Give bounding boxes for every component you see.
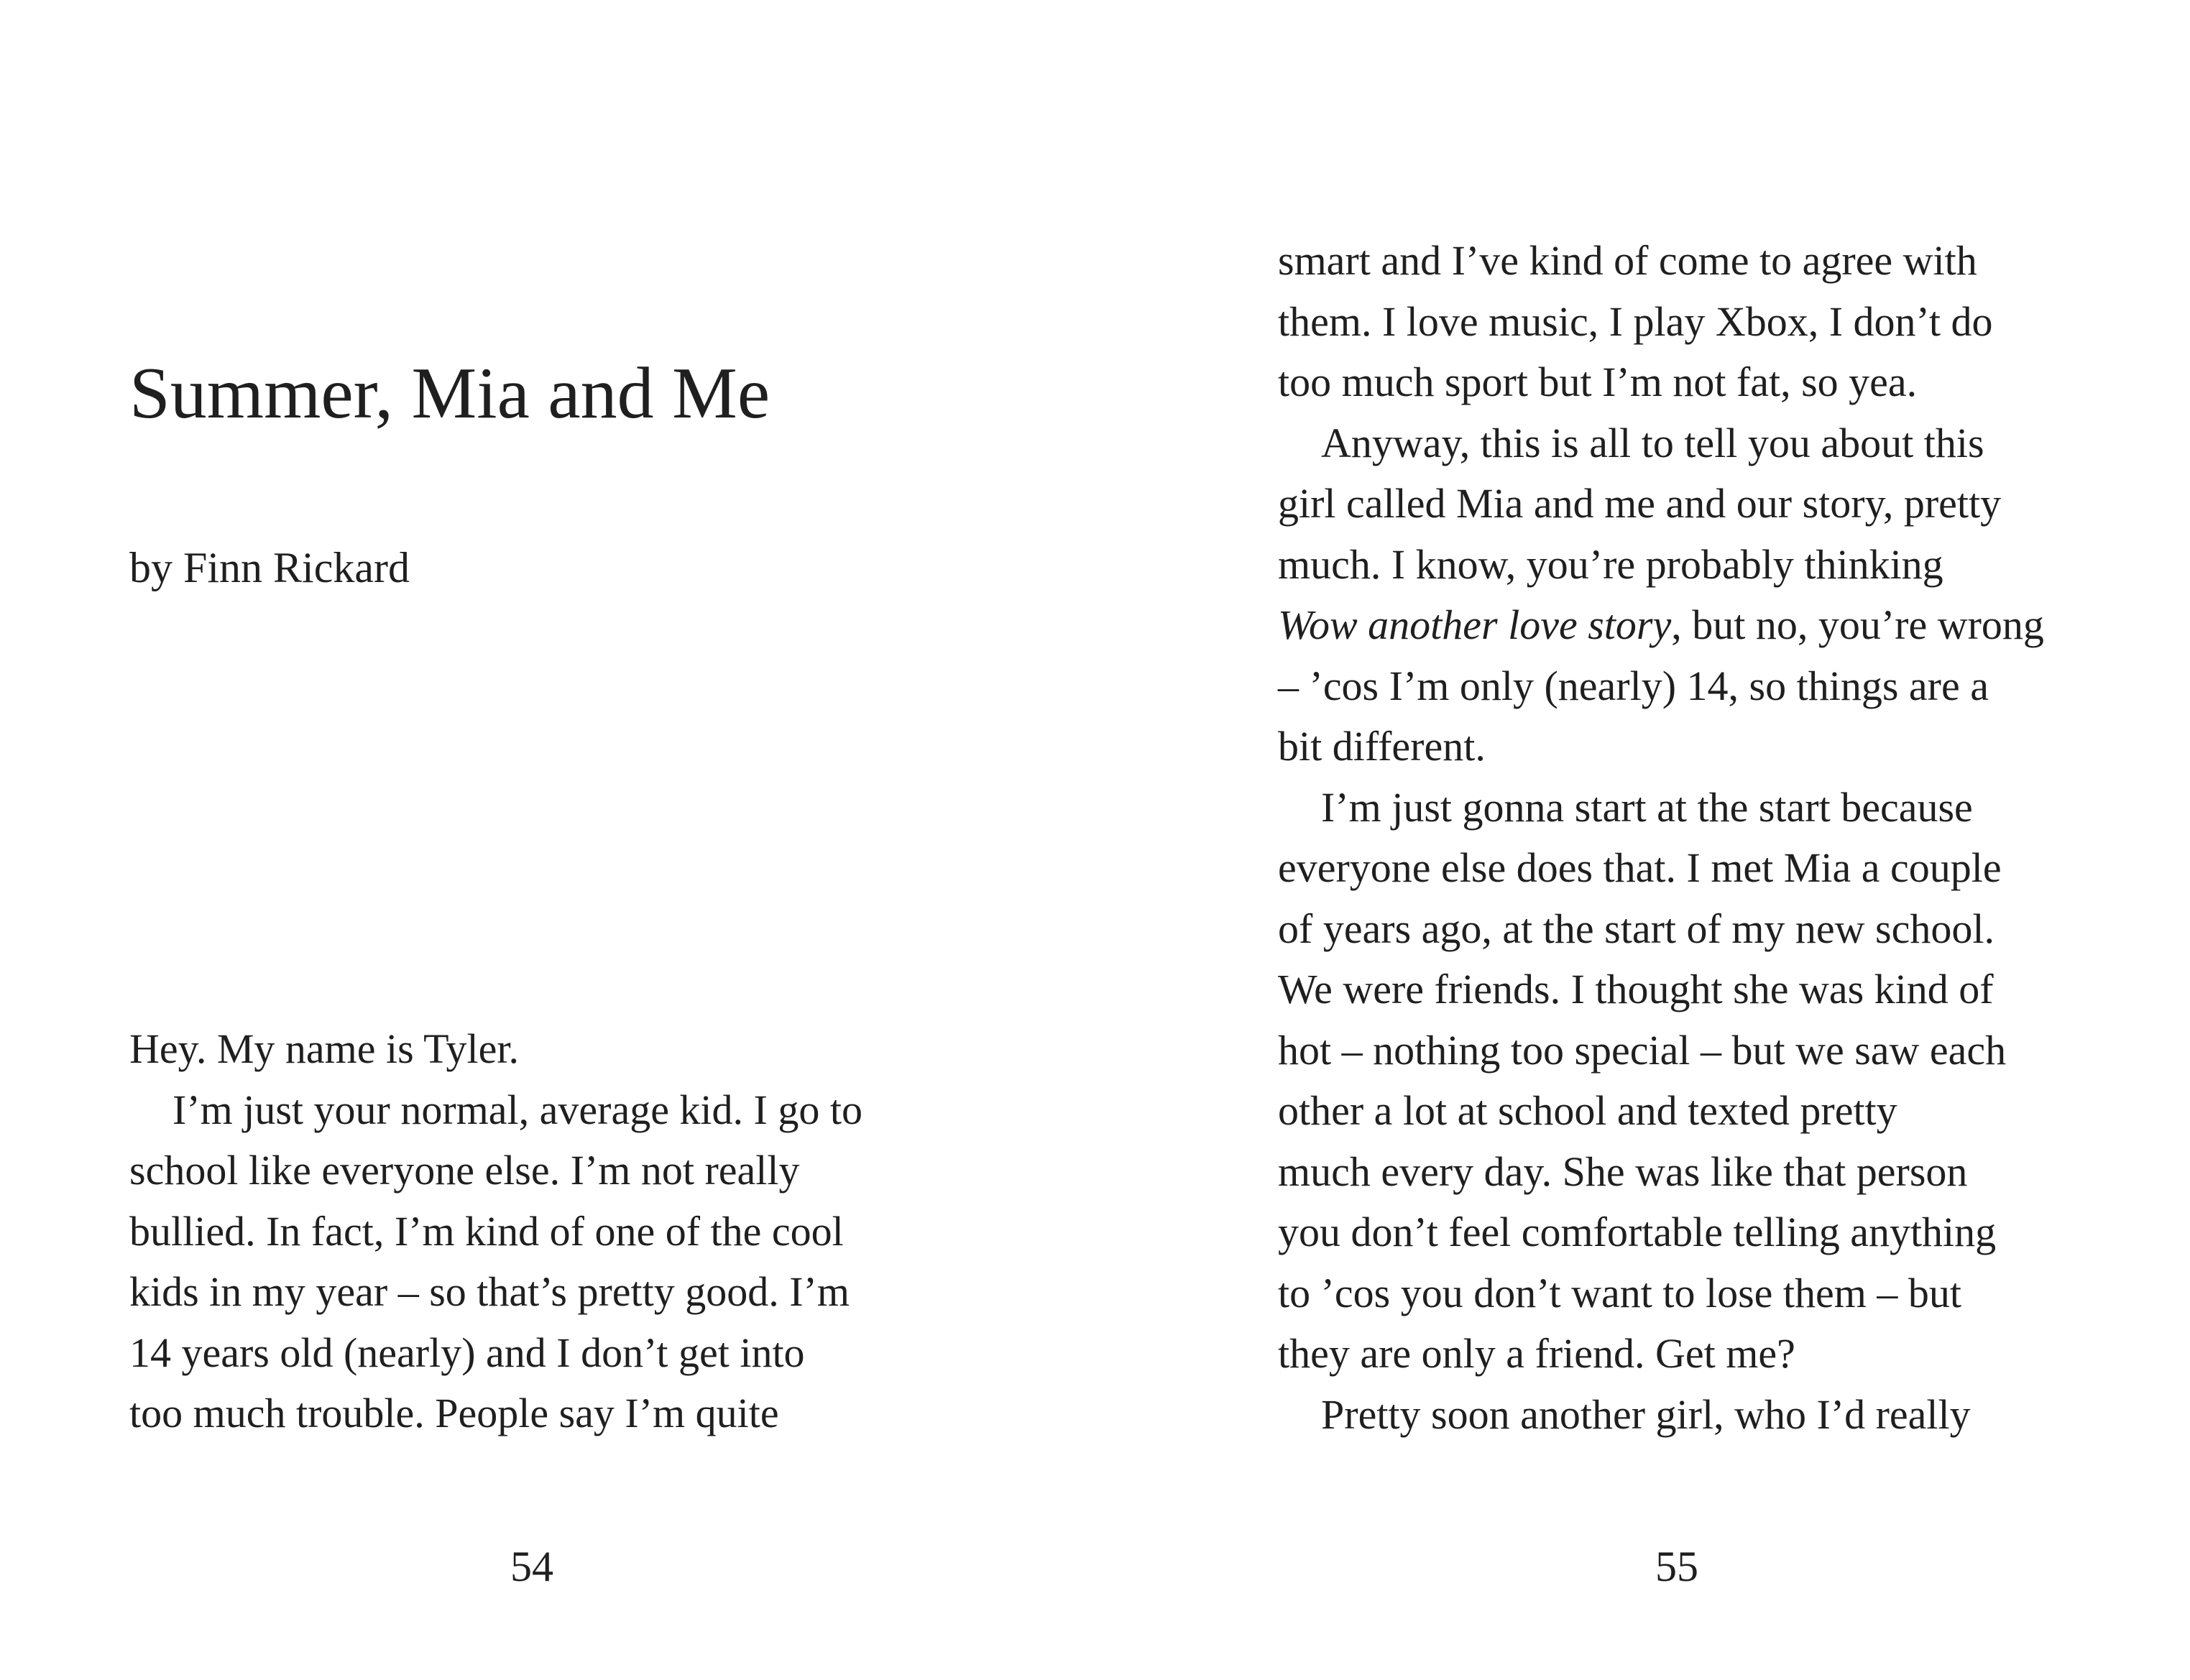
text-line: to ’cos you don’t want to lose them – but: [1278, 1269, 1961, 1316]
text-line: too much trouble. People say I’m quite: [129, 1390, 779, 1436]
text-line: school like everyone else. I’m not really: [129, 1147, 800, 1194]
text-line: girl called Mia and me and our story, pretty: [1278, 480, 2002, 527]
text-line: bullied. In fact, I’m kind of one of the cool: [129, 1207, 844, 1255]
right-page: [1095, 0, 2190, 1680]
page-number-left: 54: [510, 1543, 553, 1590]
text-line: other a lot at school and texted pretty: [1278, 1087, 1897, 1134]
right-page-body: [1278, 231, 2126, 1445]
text-line: hot – nothing too special – but we saw each: [1278, 1026, 2007, 1074]
italic-phrase: Wow another love story: [1278, 601, 1672, 648]
author-byline: by Finn Rickard: [129, 544, 410, 591]
text-line: much every day. She was like that person: [1278, 1148, 1968, 1195]
text-line: kids in my year – so that’s pretty good. I’m: [129, 1268, 850, 1315]
text-line: of years ago, at the start of my new school.: [1278, 905, 1995, 952]
text-line: Pretty soon another girl, who I’d really: [1321, 1390, 1971, 1438]
text-line: I’m just your normal, average kid. I go to: [172, 1086, 862, 1133]
text-line: everyone else does that. I met Mia a couple: [1278, 844, 2002, 891]
page-number-right: 55: [1655, 1543, 1698, 1590]
text-line: I’m just gonna start at the start because: [1321, 783, 1973, 831]
text-line: much. I know, you’re probably thinking: [1278, 540, 1943, 588]
text-segment: , but no, you’re wrong: [1671, 601, 2044, 648]
text-line: 14 years old (nearly) and I don’t get into: [129, 1329, 805, 1376]
text-line: Anyway, this is all to tell you about this: [1321, 419, 1984, 466]
text-line: – ’cos I’m only (nearly) 14, so things are a: [1278, 662, 1989, 709]
text-line: too much sport but I’m not fat, so yea.: [1278, 359, 1918, 405]
left-page-body: [129, 1019, 963, 1444]
text-line: smart and I’ve kind of come to agree with: [1278, 237, 1977, 284]
text-line: they are only a friend. Get me?: [1278, 1330, 1795, 1377]
text-line: them. I love music, I play Xbox, I don’t do: [1278, 297, 1993, 345]
story-title: Summer, Mia and Me: [129, 353, 770, 434]
text-line: bit different.: [1278, 723, 1486, 770]
text-line-mixed: [1278, 595, 2126, 656]
text-line: Hey. My name is Tyler.: [129, 1025, 520, 1072]
text-line: you don’t feel comfortable telling anything: [1278, 1209, 1997, 1255]
text-line: We were friends. I thought she was kind of: [1278, 966, 1994, 1012]
